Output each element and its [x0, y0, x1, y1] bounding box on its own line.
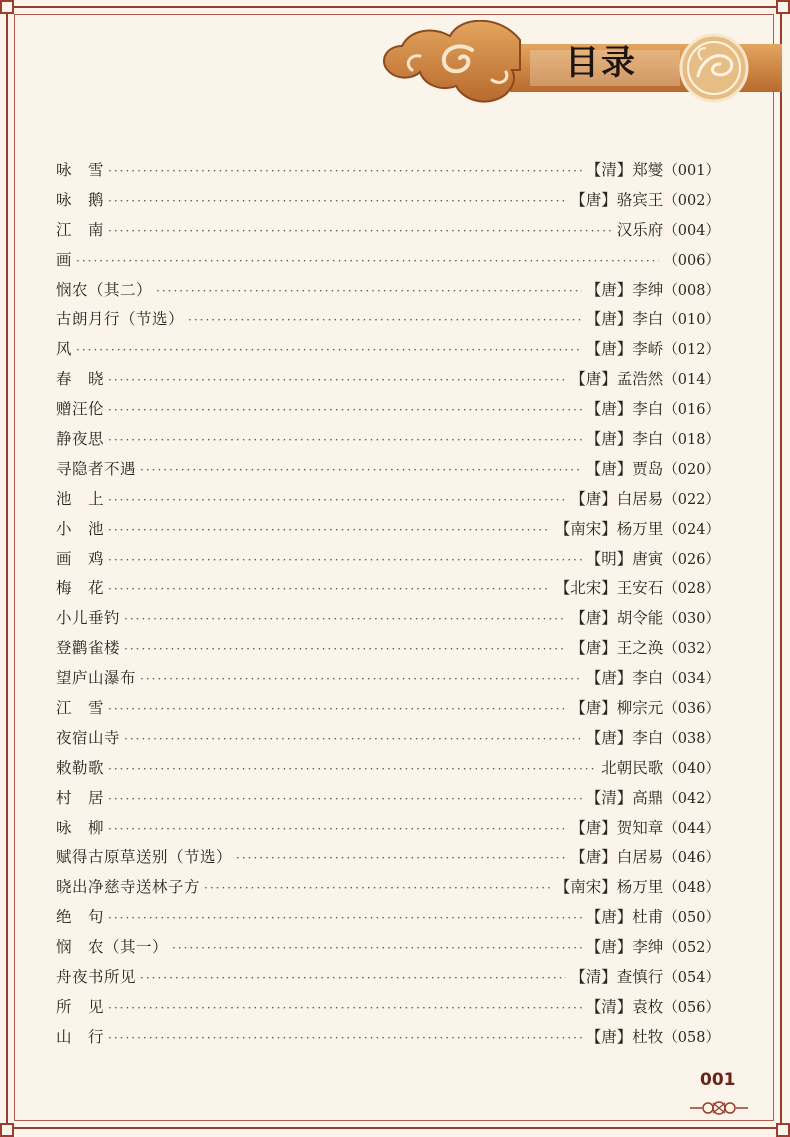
toc-entry-title: 悯 农（其一）	[56, 938, 169, 957]
toc-entry-source: 【南宋】杨万里	[554, 878, 664, 897]
toc-entry-page: （030）	[663, 611, 720, 628]
toc-entry[interactable]	[56, 963, 720, 993]
table-of-contents	[56, 156, 720, 1053]
toc-entry-source: 【唐】胡令能	[570, 609, 664, 628]
toc-entry-title: 赋得古原草送别（节选）	[56, 848, 233, 867]
toc-entry[interactable]	[56, 933, 720, 963]
toc-entry-title: 画	[56, 250, 73, 269]
toc-entry-title: 咏 柳	[56, 818, 105, 837]
toc-leader-dots	[172, 934, 582, 964]
toc-leader-dots	[236, 844, 566, 874]
toc-entry[interactable]	[56, 634, 720, 664]
toc-entry-source: 【唐】李白	[585, 669, 664, 688]
toc-entry[interactable]	[56, 903, 720, 933]
toc-entry-page: （022）	[663, 491, 720, 508]
toc-entry-source: 【清】袁枚	[585, 997, 664, 1016]
toc-entry-page: （038）	[663, 730, 720, 747]
toc-entry-title: 所 见	[56, 997, 105, 1016]
toc-entry-page: （042）	[663, 790, 720, 807]
toc-entry-source: 【唐】李白	[585, 430, 664, 449]
toc-leader-dots	[108, 486, 566, 516]
toc-entry[interactable]	[56, 993, 720, 1023]
toc-entry[interactable]	[56, 186, 720, 216]
toc-entry-page: （032）	[663, 641, 720, 658]
toc-entry-title: 敕勒歌	[56, 758, 105, 777]
toc-entry[interactable]	[56, 485, 720, 515]
toc-entry-page: （026）	[663, 551, 720, 568]
toc-entry[interactable]	[56, 365, 720, 395]
toc-leader-dots	[140, 964, 566, 994]
toc-leader-dots	[108, 695, 566, 725]
toc-entry-title: 绝 句	[56, 908, 105, 927]
toc-entry-source: 【南宋】杨万里	[554, 519, 664, 538]
toc-entry[interactable]	[56, 873, 720, 903]
toc-entry-source: 【唐】柳宗元	[570, 699, 664, 718]
toc-entry[interactable]	[56, 724, 720, 754]
toc-entry[interactable]	[56, 784, 720, 814]
toc-entry[interactable]	[56, 545, 720, 575]
toc-leader-dots	[156, 277, 582, 307]
toc-leader-dots	[108, 546, 582, 576]
toc-entry-source: 北朝民歌	[601, 758, 664, 777]
toc-entry-source: 【唐】白居易	[570, 489, 664, 508]
toc-entry-title: 小儿垂钓	[56, 609, 121, 628]
toc-entry[interactable]	[56, 335, 720, 365]
toc-entry-page: （002）	[663, 192, 720, 209]
toc-entry[interactable]	[56, 246, 720, 276]
toc-leader-dots	[108, 217, 613, 247]
toc-leader-dots	[124, 605, 566, 635]
toc-entry-title: 春 晓	[56, 370, 105, 389]
toc-entry-source: 【唐】王之涣	[570, 639, 664, 658]
toc-entry-title: 夜宿山寺	[56, 728, 121, 747]
toc-entry-source: 【唐】贺知章	[570, 818, 664, 837]
toc-entry-source: 【唐】骆宾王	[570, 190, 664, 209]
toc-leader-dots	[76, 336, 582, 366]
toc-entry-source: 【唐】李绅	[585, 938, 664, 957]
toc-entry-title: 小 池	[56, 519, 105, 538]
toc-entry-source: 【北宋】王安石	[554, 579, 664, 598]
toc-leader-dots	[108, 904, 582, 934]
page-number: 001	[700, 1070, 736, 1090]
toc-entry-source: 【明】唐寅	[585, 549, 664, 568]
toc-leader-dots	[108, 426, 582, 456]
border-corner-ornament	[776, 1123, 790, 1137]
toc-leader-dots	[108, 755, 597, 785]
toc-leader-dots	[108, 575, 551, 605]
toc-entry-title: 江 南	[56, 220, 105, 239]
toc-entry-title: 登鹳雀楼	[56, 639, 121, 658]
toc-leader-dots	[108, 396, 582, 426]
toc-entry-source: 【清】高鼎	[585, 788, 664, 807]
toc-entry-title: 画 鸡	[56, 549, 105, 568]
toc-entry-title: 静夜思	[56, 430, 105, 449]
toc-leader-dots	[108, 785, 582, 815]
toc-entry[interactable]	[56, 156, 720, 186]
toc-entry[interactable]	[56, 604, 720, 634]
toc-entry-title: 山 行	[56, 1027, 105, 1046]
toc-entry-source: 【唐】杜甫	[585, 908, 664, 927]
toc-leader-dots	[188, 306, 582, 336]
toc-entry-page: （010）	[663, 312, 720, 329]
toc-entry-source: 【唐】李绅	[585, 280, 664, 299]
toc-entry-title: 风	[56, 340, 73, 359]
page-title: 目录	[565, 43, 637, 83]
toc-leader-dots	[108, 366, 566, 396]
toc-entry-page: （024）	[663, 521, 720, 538]
toc-entry-page: （034）	[663, 671, 720, 688]
toc-entry-page: （048）	[663, 880, 720, 897]
toc-entry-page: （004）	[663, 222, 720, 239]
toc-entry-title: 望庐山瀑布	[56, 669, 137, 688]
toc-leader-dots	[76, 247, 659, 277]
toc-leader-dots	[124, 635, 566, 665]
toc-entry-source: 【唐】孟浩然	[570, 370, 664, 389]
toc-entry-page: （020）	[663, 461, 720, 478]
toc-entry[interactable]	[56, 425, 720, 455]
toc-entry-page: （012）	[663, 342, 720, 359]
toc-entry-page: （016）	[663, 402, 720, 419]
toc-entry[interactable]	[56, 515, 720, 545]
toc-leader-dots	[140, 456, 582, 486]
toc-leader-dots	[108, 157, 582, 187]
border-corner-ornament	[0, 0, 14, 14]
toc-entry-page: （046）	[663, 850, 720, 867]
border-corner-ornament	[776, 0, 790, 14]
toc-entry-source: 【唐】白居易	[570, 848, 664, 867]
toc-entry-title: 古朗月行（节选）	[56, 310, 185, 329]
toc-entry-title: 赠汪伦	[56, 400, 105, 419]
toc-entry-source: 【唐】李白	[585, 400, 664, 419]
toc-entry-source: 【清】郑燮	[585, 161, 664, 179]
toc-entry-title: 村 居	[56, 788, 105, 807]
toc-entry-page: （058）	[663, 1029, 720, 1046]
toc-entry-source: 【清】查慎行	[570, 968, 664, 987]
toc-entry-source: 【唐】杜牧	[585, 1027, 664, 1046]
toc-entry-source: 【唐】李白	[585, 728, 664, 747]
toc-leader-dots	[108, 187, 566, 217]
toc-entry-title: 咏 雪	[56, 161, 105, 179]
toc-entry[interactable]	[56, 754, 720, 784]
toc-entry-page: （052）	[663, 940, 720, 957]
toc-entry[interactable]	[56, 276, 720, 306]
toc-leader-dots	[140, 665, 582, 695]
toc-leader-dots	[124, 725, 582, 755]
toc-entry-source: 【唐】贾岛	[585, 459, 664, 478]
toc-entry[interactable]	[56, 305, 720, 335]
toc-entry[interactable]	[56, 664, 720, 694]
knot-ornament-icon	[686, 1097, 752, 1119]
border-corner-ornament	[0, 1123, 14, 1137]
toc-entry[interactable]	[56, 216, 720, 246]
toc-entry-title: 晓出净慈寺送林子方	[56, 878, 201, 897]
toc-entry-page: （050）	[663, 910, 720, 927]
toc-entry[interactable]	[56, 843, 720, 873]
toc-entry-page: （054）	[663, 970, 720, 987]
toc-entry-title: 江 雪	[56, 699, 105, 718]
toc-entry-title: 梅 花	[56, 579, 105, 598]
toc-entry-page: （008）	[663, 282, 720, 299]
toc-leader-dots	[108, 815, 566, 845]
toc-leader-dots	[108, 516, 551, 546]
toc-entry-page: （056）	[663, 999, 720, 1016]
toc-entry[interactable]	[56, 455, 720, 485]
toc-entry-page: （018）	[663, 432, 720, 449]
toc-entry-page: （006）	[663, 252, 720, 269]
toc-entry[interactable]	[56, 694, 720, 724]
toc-entry-page: （044）	[663, 820, 720, 837]
toc-entry[interactable]	[56, 574, 720, 604]
toc-entry-title: 寻隐者不遇	[56, 459, 137, 478]
toc-leader-dots	[108, 994, 582, 1024]
toc-entry[interactable]	[56, 395, 720, 425]
toc-entry-title: 悯农（其二）	[56, 280, 153, 299]
toc-entry-page: （001）	[663, 163, 720, 179]
toc-entry-source: 汉乐府	[616, 220, 664, 239]
toc-leader-dots	[204, 874, 551, 904]
toc-entry-title: 舟夜书所见	[56, 968, 137, 987]
toc-entry-page: （014）	[663, 372, 720, 389]
toc-entry-page: （036）	[663, 701, 720, 718]
toc-entry[interactable]	[56, 814, 720, 844]
toc-entry-title: 池 上	[56, 489, 105, 508]
toc-leader-dots	[108, 1024, 582, 1054]
toc-entry-source: 【唐】李白	[585, 310, 664, 329]
toc-entry[interactable]	[56, 1023, 720, 1053]
toc-entry-title: 咏 鹅	[56, 190, 105, 209]
toc-entry-source: 【唐】李峤	[585, 340, 664, 359]
toc-entry-page: （028）	[663, 581, 720, 598]
toc-entry-page: （040）	[663, 760, 720, 777]
